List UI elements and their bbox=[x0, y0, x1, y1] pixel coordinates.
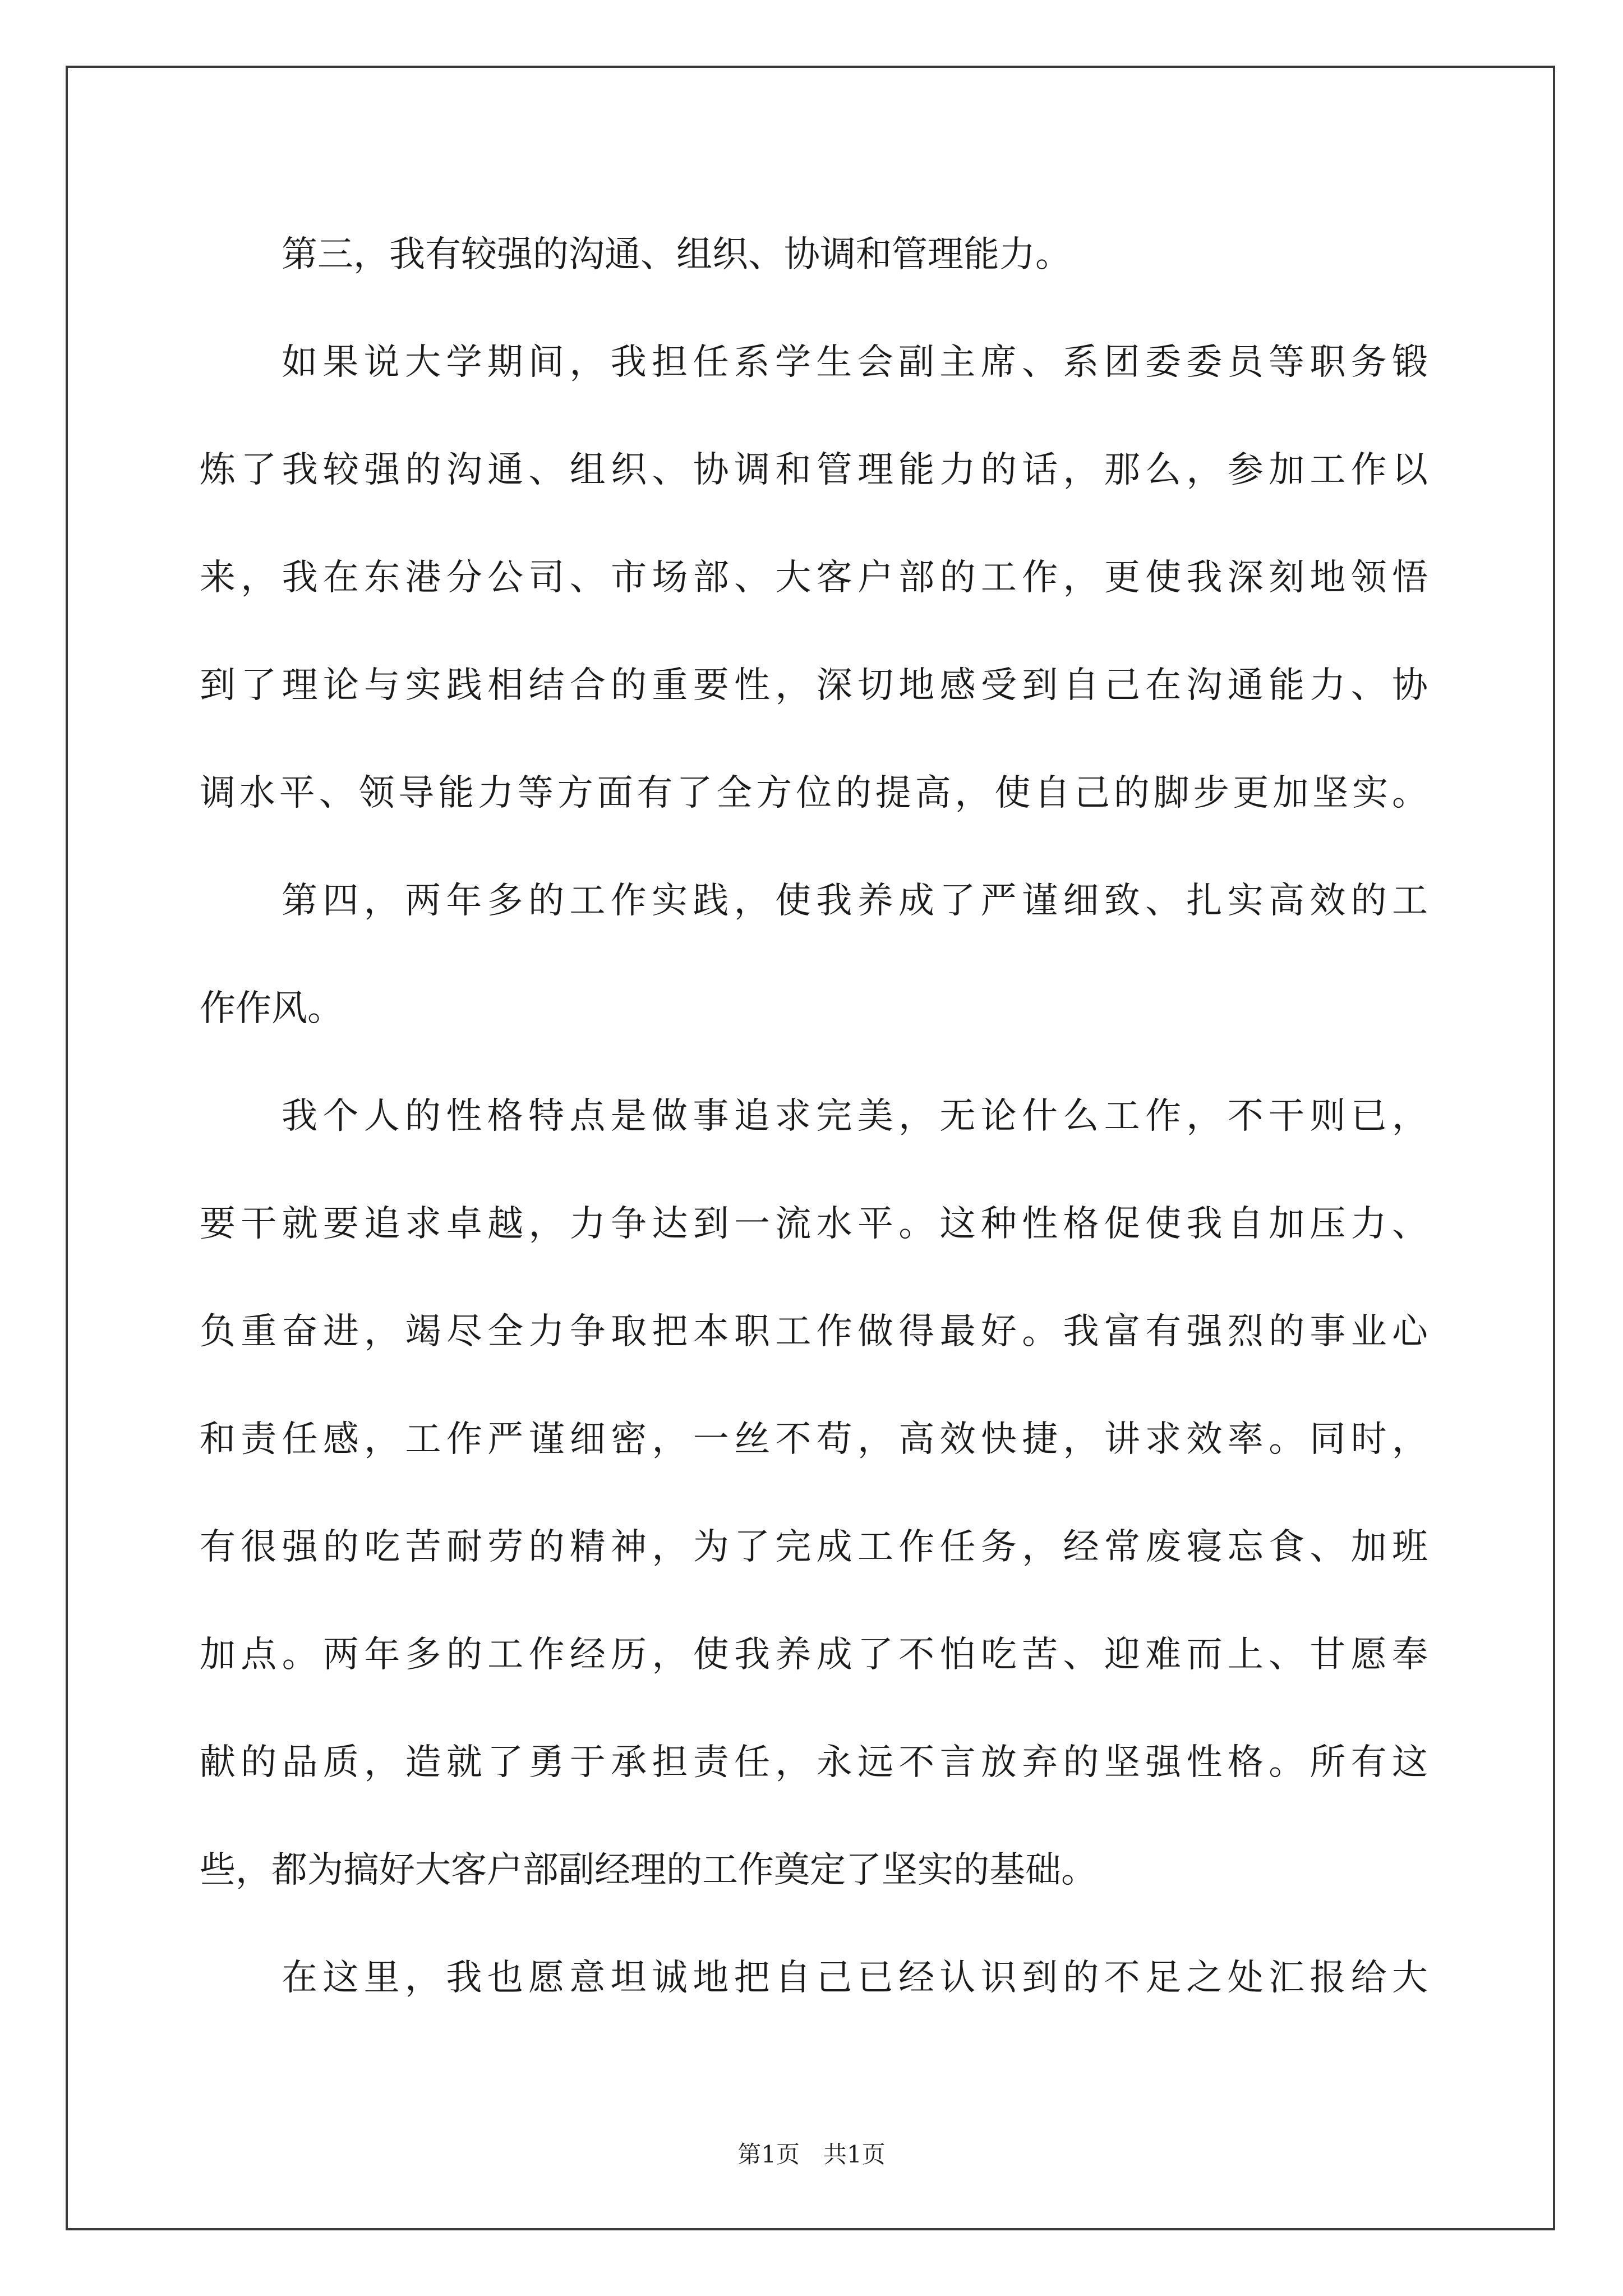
text-line: 和责任感，工作严谨细密，一丝不苟，高效快捷，讲求效率。同时， bbox=[200, 1419, 1428, 1460]
text-line: 来，我在东港分公司、市场部、大客户部的工作，更使我深刻地领悟 bbox=[200, 557, 1428, 599]
text-line: 负重奋进，竭尽全力争取把本职工作做得最好。我富有强烈的事业心 bbox=[200, 1311, 1428, 1352]
text-line: 到了理论与实践相结合的重要性，深切地感受到自己在沟通能力、协 bbox=[200, 665, 1428, 706]
text-line: 有很强的吃苦耐劳的精神，为了完成工作任务，经常废寝忘食、加班 bbox=[200, 1526, 1428, 1568]
text-line: 要干就要追求卓越，力争达到一流水平。这种性格促使我自加压力、 bbox=[200, 1203, 1428, 1245]
text-line: 献的品质，造就了勇于承担责任，永远不言放弃的坚强性格。所有这 bbox=[200, 1742, 1428, 1783]
text-line: 如果说大学期间，我担任系学生会副主席、系团委委员等职务锻 bbox=[282, 342, 1428, 383]
page-footer: 第1页 共1页 bbox=[737, 2141, 886, 2168]
text-line: 在这里，我也愿意坦诚地把自己已经认识到的不足之处汇报给大 bbox=[282, 1957, 1428, 1999]
text-line: 加点。两年多的工作经历，使我养成了不怕吃苦、迎难而上、甘愿奉 bbox=[200, 1634, 1428, 1676]
text-line: 些，都为搞好大客户部副经理的工作奠定了坚实的基础。 bbox=[200, 1849, 1097, 1891]
text-line: 调水平、领导能力等方面有了全方位的提高，使自己的脚步更加坚实。 bbox=[200, 772, 1428, 814]
text-line: 第三，我有较强的沟通、组织、协调和管理能力。 bbox=[282, 234, 1071, 275]
text-line: 第四，两年多的工作实践，使我养成了严谨细致、扎实高效的工 bbox=[282, 880, 1428, 922]
text-line: 炼了我较强的沟通、组织、协调和管理能力的话，那么，参加工作以 bbox=[200, 449, 1428, 491]
text-line: 作作风。 bbox=[200, 988, 343, 1029]
document-body bbox=[200, 201, 1428, 2032]
text-line: 我个人的性格特点是做事追求完美，无论什么工作，不干则已， bbox=[282, 1096, 1428, 1137]
